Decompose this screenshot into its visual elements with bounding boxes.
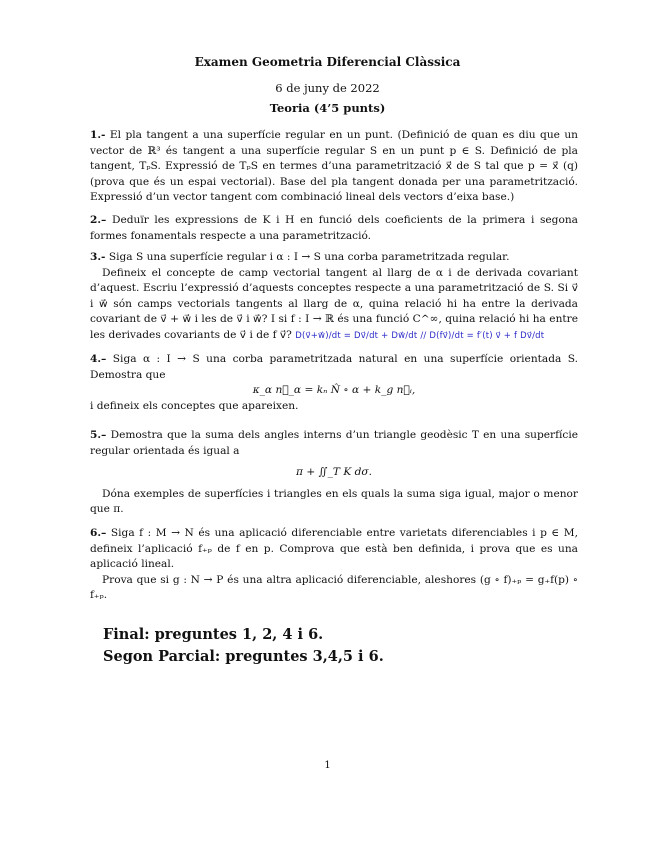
summary-final: Final: preguntes 1, 2, 4 i 6.: [103, 626, 324, 643]
question-3-paragraph: Defineix el concepte de camp vectorial tangent al llarg de α i de derivada covariant d’aquest. Escriu l’expressió d’aquests conceptes respecte a una parametrització de S. Si v⃗ i w⃗ són camps vectorials tangents al llarg de α, quina relació hi ha entre la derivada covariant de v⃗ + w⃗ i les de v⃗ i w⃗? I si f : I → ℝ és una funció C^∞, quina relació hi ha entre les derivades covariants de v⃗ i de f v⃗?: [90, 266, 578, 341]
question-6-text: Siga f : M → N és una aplicació diferenciable entre varietats diferenciables i p ∈ M, defineix l’aplicació f₊ₚ de f en p. Comprova que està ben definida, i prova que es una aplicació lineal.: [90, 527, 578, 571]
exam-date: 6 de juny de 2022: [275, 81, 380, 95]
question-2: [90, 213, 578, 244]
exam-title: Examen Geometria Diferencial Clàssica: [194, 55, 461, 69]
question-6-number: 6.–: [90, 527, 107, 539]
question-1-text: El pla tangent a una superfície regular en un punt. (Definició de quan es diu que un vector de ℝ³ és tangent a una superfície regular S en un punt p ∈ S. Definició de pla tangent, TₚS. Expressió de TₚS en termes d’una parametrització x⃗ de S tal que p = x⃗ (q) (prova que és un espai vectorial). Base del pla tangent donada per una parametrització. Expressió d’un vector tangent com combinació lineal dels vectors d’eixa base.): [90, 129, 578, 204]
question-4-equation: κ_α n⃗_α = kₙ N̂ ∘ α + k_g n⃗ᵢ,: [252, 384, 416, 397]
question-4-number: 4.–: [90, 353, 107, 365]
section-title: Teoria (4’5 punts): [269, 101, 386, 115]
question-1-number: 1.-: [90, 129, 106, 141]
question-5-text: Demostra que la suma dels angles interns d’un triangle geodèsic T en una superfície regular orientada és igual a: [90, 429, 578, 457]
question-5: [90, 428, 578, 518]
question-6-paragraph: Prova que si g : N → P és una altra aplicació diferenciable, aleshores (g ∘ f)₊ₚ = g₊f(p) ∘ f₊ₚ.: [90, 573, 578, 602]
question-3-text: Siga S una superfície regular i α : I → S una corba parametritzada regular.: [105, 251, 510, 263]
handwritten-note: D(v⃗+w⃗)/dt = Dv⃗/dt + Dw⃗/dt // D(fv⃗)/dt = f′(t) v⃗ + f Dv⃗/dt: [295, 330, 545, 341]
page-number: 1: [324, 760, 331, 771]
question-2-number: 2.–: [90, 214, 107, 226]
question-5-equation: π + ∬_T K dσ.: [296, 466, 372, 479]
summary-partial: Segon Parcial: preguntes 3,4,5 i 6.: [103, 648, 384, 665]
question-3-number: 3.-: [90, 251, 106, 263]
question-1: [90, 128, 578, 206]
question-5-number: 5.–: [90, 429, 107, 441]
question-4-text: Siga α : I → S una corba parametritzada natural en una superfície orientada S. Demostra que: [90, 353, 578, 381]
question-6: [90, 526, 578, 604]
question-2-text: Deduïr les expressions de K i H en funció dels coeficients de la primera i segona formes fonamentals respecte a una parametrització.: [90, 214, 578, 242]
question-4-after: i defineix els conceptes que apareixen.: [90, 399, 299, 412]
question-5-after: Dóna exemples de superfícies i triangles en els quals la suma siga igual, major o menor que π.: [90, 487, 578, 516]
question-3: [90, 250, 578, 345]
question-4: [90, 352, 578, 414]
